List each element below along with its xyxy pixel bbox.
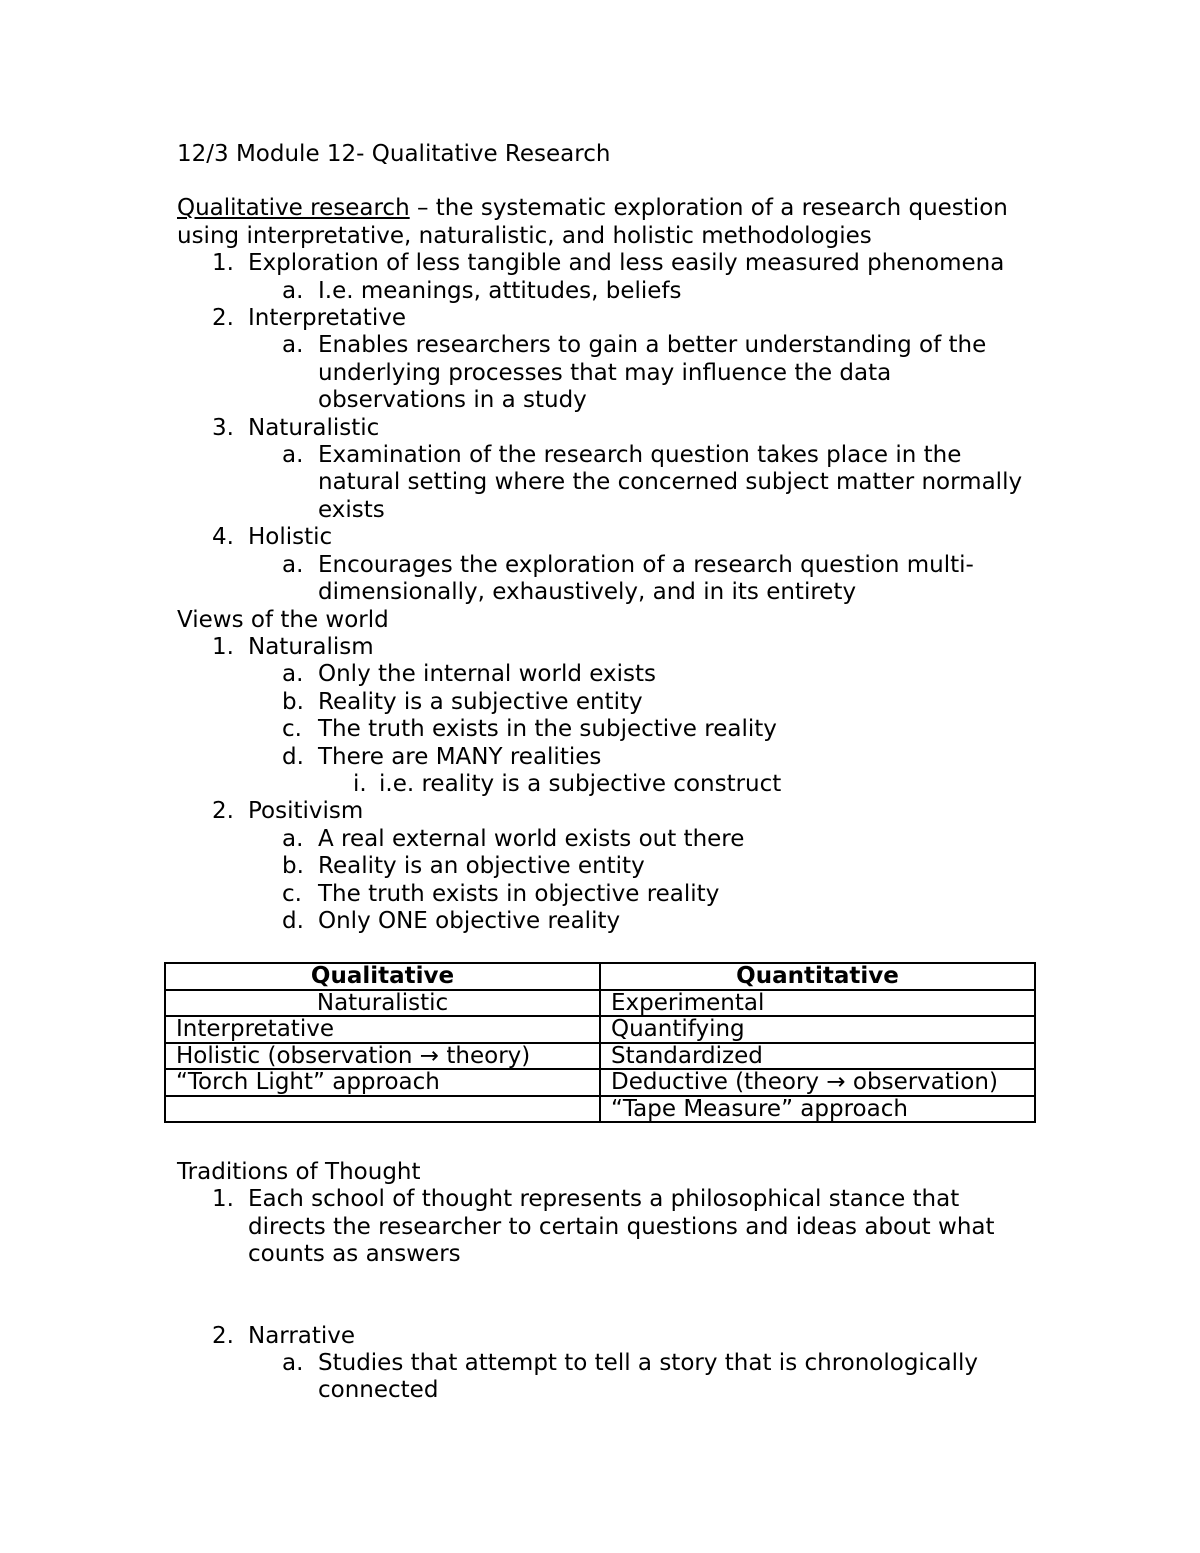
- definition-text: – the systematic exploration of a research question using interpretative, naturalistic, and holistic methodologies: [177, 195, 1008, 249]
- traditions-heading: Traditions of Thought: [177, 1159, 421, 1185]
- list-item: a. A real external world exists out there: [282, 825, 745, 852]
- table-header-row: [165, 963, 1035, 990]
- list-item: 2. Narrative: [212, 1322, 356, 1349]
- table-cell: Interpretative: [165, 1016, 600, 1043]
- comparison-table: [164, 962, 1036, 1123]
- table-cell: Holistic (observation → theory): [165, 1043, 600, 1070]
- table-header-qualitative: Qualitative: [165, 963, 600, 990]
- list-item: a. Only the internal world exists: [282, 661, 656, 688]
- table-row: [165, 1016, 1035, 1043]
- table-cell: “Torch Light” approach: [165, 1069, 600, 1096]
- table-cell: Standardized: [600, 1043, 1035, 1070]
- definition-term: Qualitative research: [177, 195, 410, 222]
- list-item: a. Examination of the research question takes place in the natural setting where the concerned subject matter normally exists: [282, 442, 1023, 523]
- table-cell: Naturalistic: [165, 990, 600, 1017]
- table-row: [165, 1043, 1035, 1070]
- list-item: 1. Each school of thought represents a philosophical stance that directs the researcher to certain questions and ideas about what counts as answers: [212, 1186, 995, 1268]
- definition: [177, 195, 1037, 250]
- characteristics-list: [177, 250, 1037, 606]
- table-cell: “Tape Measure” approach: [600, 1096, 1035, 1123]
- notes-page: [177, 141, 1037, 935]
- list-item: d. There are MANY realities: [282, 743, 602, 770]
- views-list: [177, 634, 1037, 935]
- list-item: 4. Holistic: [212, 524, 333, 551]
- table-row: [165, 1069, 1035, 1096]
- list-item: 3. Naturalistic: [212, 414, 380, 441]
- list-item: a. Encourages the exploration of a research question multi-dimensionally, exhaustively, and in its entirety: [282, 551, 974, 606]
- list-item: a. I.e. meanings, attitudes, beliefs: [282, 277, 682, 304]
- list-item: c. The truth exists in objective reality: [282, 880, 720, 907]
- table-cell: Quantifying: [600, 1016, 1035, 1043]
- table-row: [165, 990, 1035, 1017]
- list-item: b. Reality is a subjective entity: [282, 688, 643, 715]
- table-header-quantitative: Quantitative: [600, 963, 1035, 990]
- table-cell: Experimental: [600, 990, 1035, 1017]
- spacer: [177, 1269, 1037, 1323]
- list-item: 1. Exploration of less tangible and less easily measured phenomena: [212, 250, 1005, 277]
- list-item: a. Studies that attempt to tell a story that is chronologically connected: [282, 1350, 978, 1404]
- page-title: 12/3 Module 12- Qualitative Research: [177, 141, 611, 167]
- list-item: 2. Positivism: [212, 798, 364, 825]
- list-item: d. Only ONE objective reality: [282, 907, 621, 934]
- views-heading: Views of the world: [177, 606, 389, 633]
- list-item: 1. Naturalism: [212, 633, 374, 660]
- list-item: b. Reality is an objective entity: [282, 853, 645, 880]
- table-row: [165, 1096, 1035, 1123]
- table-cell: [165, 1096, 600, 1123]
- list-item: 2. Interpretative: [212, 305, 406, 332]
- list-item: i. i.e. reality is a subjective construct: [353, 770, 782, 797]
- table-cell: Deductive (theory → observation): [600, 1069, 1035, 1096]
- list-item: c. The truth exists in the subjective reality: [282, 716, 777, 743]
- traditions-section: [177, 1159, 1037, 1405]
- list-item: a. Enables researchers to gain a better understanding of the underlying processes that may influence the data observations in a study: [282, 332, 987, 414]
